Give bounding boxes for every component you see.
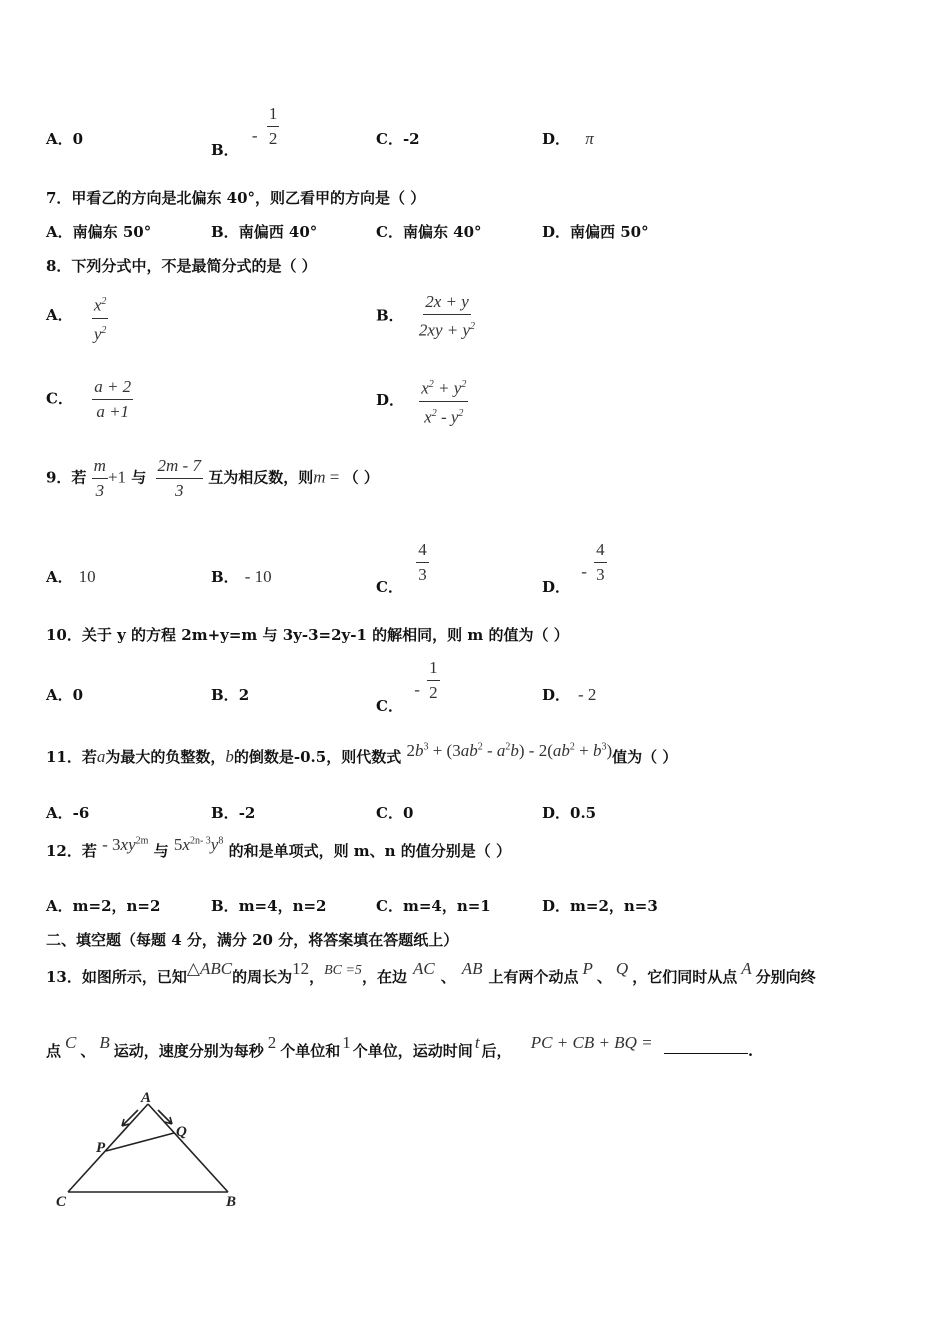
q9-expr-2: $\frac{2m - 7}{3}$ — [157, 456, 201, 500]
side-ac — [68, 1104, 148, 1192]
q9-expr-1: $\frac{m}{3}$ — [93, 456, 106, 500]
q6-option-a: A．0 — [46, 130, 84, 148]
label-q: Q — [176, 1124, 187, 1140]
q11-stem: 11．若a为最大的负整数，b的倒数是-0.5，则代数式 $2b^3 + (3ab^2 - a^2b) - 2(ab^2 + b^3)$值为（ ） — [46, 741, 678, 766]
q6-option-c: C．-2 — [376, 130, 420, 148]
q10-stem: 10．关于 y 的方程 2m+y=m 与 3y-3=2y-1 的解相同，则 m 的值为（ ） — [46, 626, 569, 644]
q12-option-d: D．m=2，n=3 — [542, 897, 658, 915]
q10-option-a: A．0 — [46, 686, 84, 704]
side-ab — [148, 1104, 228, 1192]
label-a: A — [141, 1090, 152, 1106]
segment-pq — [106, 1133, 174, 1151]
q6-option-d: D． π — [542, 129, 594, 148]
q12-option-a: A．m=2，n=2 — [46, 897, 161, 915]
q12-term-2: $5x^{2n- 3}y^8$ — [173, 835, 224, 854]
q11-expression: $2b^3 + (3ab^2 - a^2b) - 2(ab^2 + b^3)$ — [406, 741, 613, 760]
label-c: C — [56, 1194, 67, 1210]
q6-b-fraction: $\frac{1}{2}$ — [268, 104, 278, 148]
q13-line-2: 点 C 、 B 运动，速度分别为每秒 2 个单位和 1 个单位，运动时间 t 后， PC + CB + BQ = . — [46, 1033, 754, 1060]
q11-option-c: C．0 — [376, 804, 414, 822]
q9-option-c: C． $\frac{4}{3}$ — [376, 540, 427, 596]
q10-option-b: B．2 — [211, 686, 250, 704]
q7-option-b: B．南偏西 40° — [211, 223, 318, 241]
section-2-title: 二、填空题（每题 4 分，满分 20 分，将答案填在答题纸上） — [46, 931, 459, 949]
label-b: B — [226, 1194, 237, 1210]
q13-answer-blank[interactable] — [664, 1039, 748, 1054]
q13-line-1: 13．如图所示，已知△ABC的周长为12，BC =5，在边 AC 、 AB 上有两个动点 P 、 Q ，它们同时从点 A 分别向终 — [46, 959, 816, 986]
q7-option-a: A．南偏东 50° — [46, 223, 152, 241]
q9-option-a: A． 10 — [46, 567, 96, 586]
q7-stem: 7．甲看乙的方向是北偏东 40°，则乙看甲的方向是（ ） — [46, 189, 426, 207]
q6-option-b: B． - $\frac{1}{2}$ — [211, 104, 278, 159]
q8-option-a: A． $\frac{x^2}{y^2}$ — [46, 292, 108, 344]
q10-option-d: D． - 2 — [542, 685, 597, 704]
label-p: P — [96, 1140, 106, 1156]
q9-stem: 9．若 $\frac{m}{3}$ +1 与 $\frac{2m - 7}{3}$ 互为相反数，则m = （ ） — [46, 456, 379, 500]
q8-option-b: B． $\frac{2x + y}{2xy + y^2}$ — [376, 292, 476, 340]
q8-option-d: D． $\frac{x^2 + y^2}{x^2 - y^2}$ — [376, 375, 468, 427]
q11-option-b: B．-2 — [211, 804, 256, 822]
q7-option-c: C．南偏东 40° — [376, 223, 482, 241]
q12-term-1: - $3xy^{2m}$ — [102, 835, 149, 854]
triangle-figure — [40, 1086, 260, 1226]
q7-option-d: D．南偏西 50° — [542, 223, 649, 241]
q12-option-b: B．m=4，n=2 — [211, 897, 327, 915]
q12-option-c: C．m=4，n=1 — [376, 897, 491, 915]
q9-option-d: D． - $\frac{4}{3}$ — [542, 540, 605, 596]
q9-option-b: B． - 10 — [211, 567, 272, 586]
q10-option-c: C． - $\frac{1}{2}$ — [376, 658, 438, 715]
q8-stem: 8．下列分式中，不是最简分式的是（ ） — [46, 257, 317, 275]
q11-option-a: A．-6 — [46, 804, 90, 822]
q12-stem: 12．若 - $3xy^{2m}$ 与 $5x^{2n- 3}y^8$ 的和是单项式，则 m、n 的值分别是（ ） — [46, 835, 512, 860]
q8-option-c: C． $\frac{a + 2}{a +1}$ — [46, 377, 132, 421]
q11-option-d: D．0.5 — [542, 804, 597, 822]
